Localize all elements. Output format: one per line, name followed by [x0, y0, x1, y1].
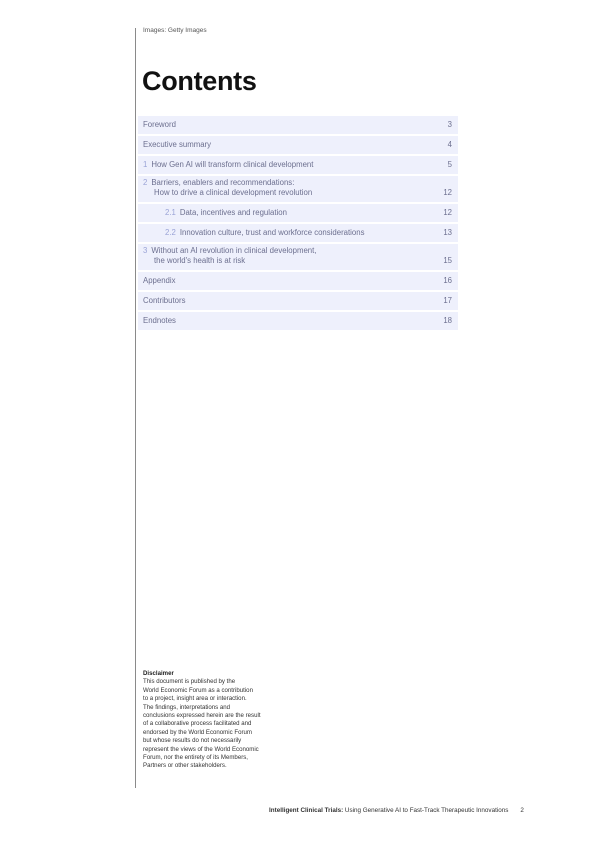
- toc-entry-chapter-3[interactable]: [138, 244, 458, 270]
- toc-entry-label-line2: How to drive a clinical development revolution: [154, 188, 313, 197]
- toc-entry-number: 1: [143, 160, 148, 169]
- disclaimer-line: Partners or other stakeholders.: [143, 762, 227, 770]
- toc-entry-label: Contributors: [143, 296, 186, 305]
- toc-entry-section-2-1[interactable]: [138, 204, 458, 222]
- toc-entry-page: 18: [443, 316, 452, 325]
- disclaimer-line: but whose results do not necessarily: [143, 737, 242, 745]
- toc-entry-page: 13: [443, 228, 452, 237]
- toc-entry-label: Foreword: [143, 120, 176, 129]
- toc-entry-endnotes[interactable]: [138, 312, 458, 330]
- toc-entry-label: Endnotes: [143, 316, 176, 325]
- page-footer: [269, 807, 524, 814]
- toc-entry-number: 3: [143, 246, 148, 255]
- disclaimer-line: World Economic Forum as a contribution: [143, 686, 253, 694]
- page-number: 2: [520, 807, 524, 814]
- toc-entry-label: Appendix: [143, 276, 176, 285]
- toc-entry-number: 2: [143, 178, 148, 187]
- disclaimer-line: represent the views of the World Economic: [143, 745, 259, 753]
- disclaimer-line: conclusions expressed herein are the result: [143, 712, 261, 720]
- toc-entry-chapter-2[interactable]: [138, 176, 458, 202]
- table-of-contents: [138, 116, 458, 332]
- toc-entry-foreword[interactable]: [138, 116, 458, 134]
- disclaimer-line: This document is published by the: [143, 678, 236, 686]
- toc-entry-page: 12: [443, 188, 452, 197]
- margin-rule: [135, 28, 136, 788]
- toc-entry-contributors[interactable]: [138, 292, 458, 310]
- page-title: Contents: [142, 66, 257, 96]
- toc-entry-section-2-2[interactable]: [138, 224, 458, 242]
- disclaimer-heading: Disclaimer: [143, 670, 174, 677]
- toc-entry-label: How Gen AI will transform clinical development: [151, 160, 314, 169]
- footer-title: Using Generative AI to Fast-Track Therapeutic Innovations: [343, 807, 509, 814]
- toc-entry-label: Data, incentives and regulation: [179, 208, 287, 217]
- toc-entry-number: 2.1: [165, 208, 176, 217]
- toc-entry-number: 2.2: [165, 228, 176, 237]
- disclaimer-line: The findings, interpretations and: [143, 703, 231, 711]
- toc-entry-page: 4: [447, 140, 452, 149]
- toc-entry-page: 17: [443, 296, 452, 305]
- toc-entry-appendix[interactable]: [138, 272, 458, 290]
- footer-title-bold: Intelligent Clinical Trials:: [269, 807, 344, 814]
- toc-entry-label-line2: the world's health is at risk: [154, 256, 246, 265]
- toc-entry-label: Executive summary: [143, 140, 212, 149]
- toc-entry-label: Without an AI revolution in clinical development,: [151, 246, 317, 255]
- disclaimer: [143, 670, 293, 771]
- disclaimer-line: to a project, insight area or interaction.: [143, 695, 247, 703]
- toc-entry-executive-summary[interactable]: [138, 136, 458, 154]
- disclaimer-line: Forum, nor the entirety of its Members,: [143, 754, 248, 762]
- disclaimer-line: endorsed by the World Economic Forum: [143, 728, 252, 736]
- toc-entry-page: 5: [447, 160, 452, 169]
- toc-entry-chapter-1[interactable]: [138, 156, 458, 174]
- toc-entry-page: 15: [443, 256, 452, 265]
- toc-entry-label: Innovation culture, trust and workforce considerations: [179, 228, 365, 237]
- toc-entry-page: 16: [443, 276, 452, 285]
- toc-entry-page: 3: [447, 120, 452, 129]
- disclaimer-line: of a collaborative process facilitated and: [143, 720, 252, 728]
- image-credit: Images: Getty Images: [143, 27, 207, 34]
- toc-entry-page: 12: [443, 208, 452, 217]
- toc-entry-label: Barriers, enablers and recommendations:: [151, 178, 295, 187]
